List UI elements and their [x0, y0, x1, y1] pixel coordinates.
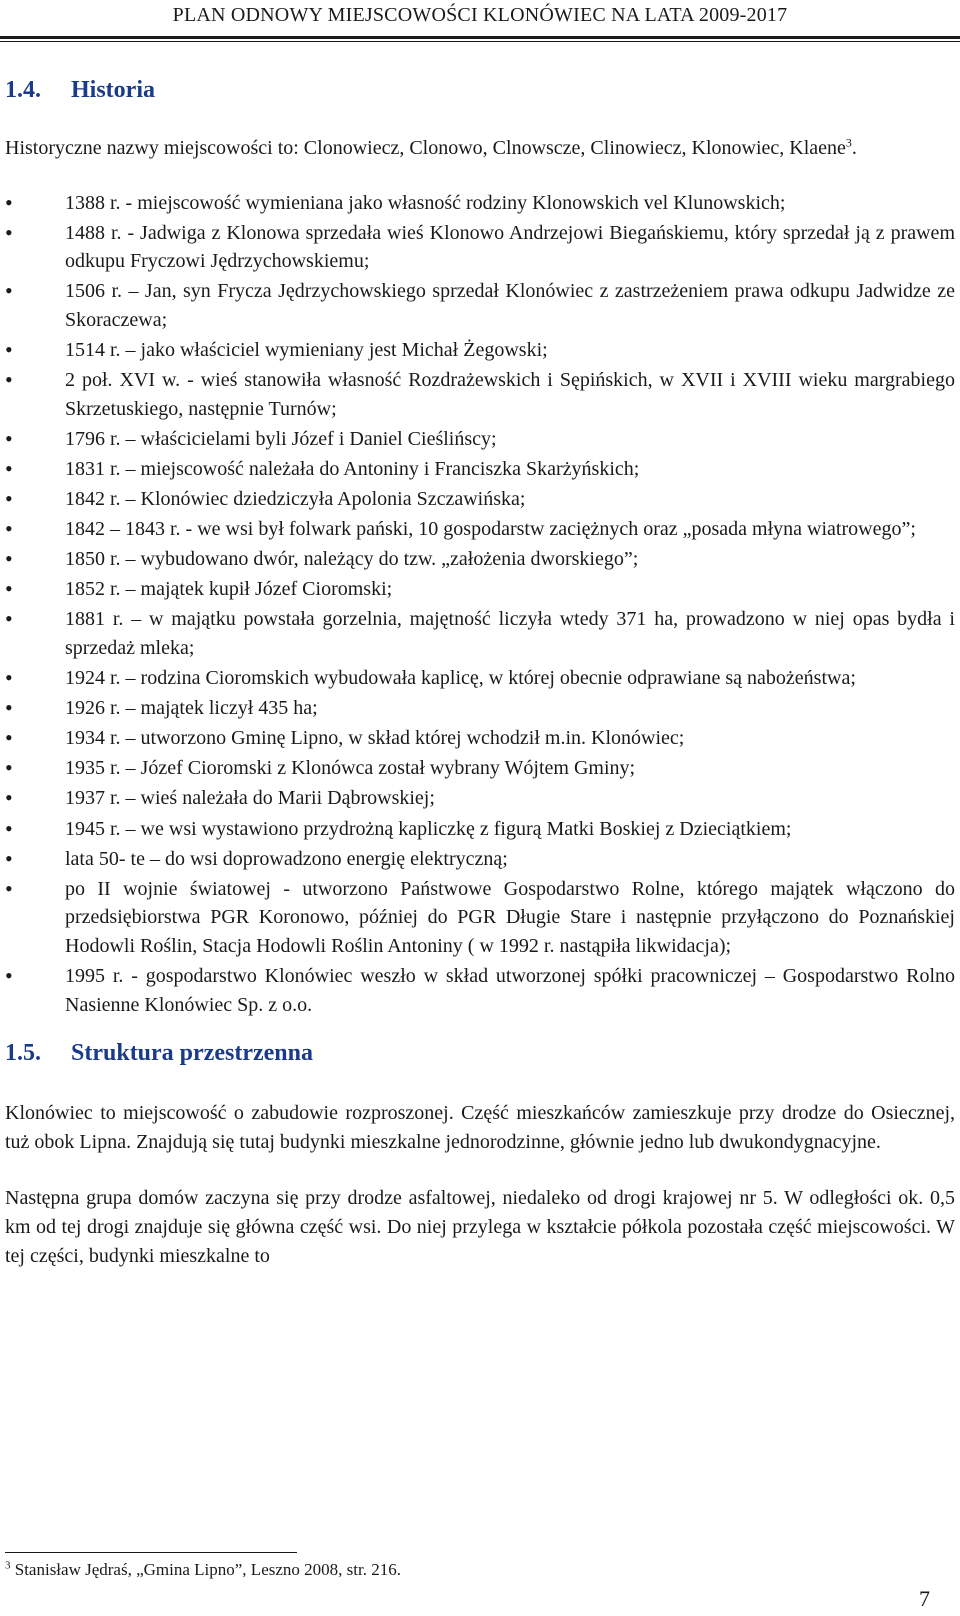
footnote-reference: 3 [845, 135, 852, 150]
list-item: • 1831 r. – miejscowość należała do Antoniny i Franciszka Skarżyńskich; [5, 455, 955, 484]
list-item: • 1937 r. – wieś należała do Marii Dąbrowskiej; [5, 784, 955, 813]
running-header: PLAN ODNOWY MIEJSCOWOŚCI KLONÓWIEC NA LATA 2009-2017 [172, 4, 788, 26]
footnote-text: Stanisław Jędraś, „Gmina Lipno”, Leszno 2008, str. 216. [14, 1560, 401, 1579]
list-item: • 1506 r. – Jan, syn Frycza Jędrzychowskiego sprzedał Klonówiec z zastrzeżeniem prawa odkupu Jadwidze ze Skoraczewa; [5, 277, 955, 334]
intro-text: Historyczne nazwy miejscowości to: Clonowiecz, Clonowo, Clnowscze, Clinowiecz, Klonowiec, Klaene [5, 137, 846, 159]
list-item: • 1924 r. – rodzina Cioromskich wybudowała kaplicę, w której obecnie odprawiane są nabożeństwa; [5, 664, 955, 693]
list-item: • 1796 r. – właścicielami byli Józef i Daniel Cieślińscy; [5, 425, 955, 454]
structure-paragraph-2: Następna grupa domów zaczyna się przy drodze asfaltowej, niedaleko od drogi krajowej nr 5. W odległości ok. 0,5 km od tej drogi znajduje się główna część wsi. Do niej przylega w kształcie półkola pozostała część miejscowości. W tej części, budynki mieszkalne to [5, 1187, 955, 1267]
list-item: • 1852 r. – majątek kupił Józef Cioromski; [5, 575, 955, 604]
list-item: • 1926 r. – majątek liczył 435 ha; [5, 694, 955, 723]
list-item: • 1935 r. – Józef Cioromski z Klonówca został wybrany Wójtem Gminy; [5, 754, 955, 783]
page-number: 7 [919, 1586, 930, 1611]
list-item: • 1881 r. – w majątku powstała gorzelnia, majętność liczyła wtedy 371 ha, prowadzono w niej opas bydła i sprzedaż mleka; [5, 605, 955, 662]
section-heading-history [5, 70, 955, 110]
footnote [5, 1558, 401, 1582]
section-number: 1.5. [5, 1040, 41, 1067]
history-intro-paragraph [5, 134, 955, 163]
footnote-rule [5, 1552, 297, 1553]
list-item: • po II wojnie światowej - utworzono Państwowe Gospodarstwo Rolne, którego majątek włączono do przedsiębiorstwa PGR Koronowo, później do PGR Długie Stare i następnie przyłączono do Poznańskiej Hodowli Roślin, Stacja Hodowli Roślin Antoniny ( w 1992 r. nastąpiła likwidacja); [5, 875, 955, 961]
list-item: • 1934 r. – utworzono Gminę Lipno, w skład której wchodził m.in. Klonówiec; [5, 724, 955, 753]
list-item: • 1850 r. – wybudowano dwór, należący do tzw. „założenia dworskiego”; [5, 545, 955, 574]
header-rule-thin [0, 41, 960, 42]
list-item: • 1842 – 1843 r. - we wsi był folwark pański, 10 gospodarstw zaciężnych oraz „posada młyna wiatrowego”; [5, 515, 955, 544]
main-content [5, 70, 955, 1270]
section-title: Historia [71, 77, 155, 103]
list-item: • 1945 r. – we wsi wystawiono przydrożną kapliczkę z figurą Matki Boskiej z Dzieciątkiem; [5, 815, 955, 844]
list-item: • 2 poł. XVI w. - wieś stanowiła własność Rozdrażewskich i Sępińskich, w XVII i XVIII wieku margrabiego Skrzetuskiego, następnie Turnów; [5, 366, 955, 423]
history-list [5, 189, 955, 1020]
list-item: • lata 50- te – do wsi doprowadzono energię elektryczną; [5, 845, 955, 874]
list-item: • 1842 r. – Klonówiec dziedziczyła Apolonia Szczawińska; [5, 485, 955, 514]
list-item: • 1388 r. - miejscowość wymieniana jako własność rodziny Klonowskich vel Klunowskich; [5, 189, 955, 218]
section-heading-structure [5, 1033, 955, 1073]
footnote-number: 3 [5, 1559, 11, 1572]
section-number: 1.4. [5, 77, 41, 103]
intro-end: . [851, 137, 857, 159]
list-item: • 1995 r. - gospodarstwo Klonówiec weszło w skład utworzonej spółki pracowniczej – Gospodarstwo Rolno Nasienne Klonówiec Sp. z o.o. [5, 962, 955, 1019]
list-item: • 1488 r. - Jadwiga z Klonowa sprzedała wieś Klonowo Andrzejowi Biegańskiemu, który sprzedał ją z prawem odkupu Fryczowi Jędrzychowskiemu; [5, 219, 955, 276]
list-item: • 1514 r. – jako właściciel wymieniany jest Michał Żegowski; [5, 336, 955, 365]
section-title: Struktura przestrzenna [71, 1040, 313, 1067]
structure-paragraph-1: Klonówiec to miejscowość o zabudowie rozproszonej. Część mieszkańców zamieszkuje przy drodze do Osiecznej, tuż obok Lipna. Znajdują się tutaj budynki mieszkalne jednorodzinne, głównie jedno lub dwukondygnacyjne. [5, 1102, 955, 1153]
header-rule [0, 36, 960, 39]
